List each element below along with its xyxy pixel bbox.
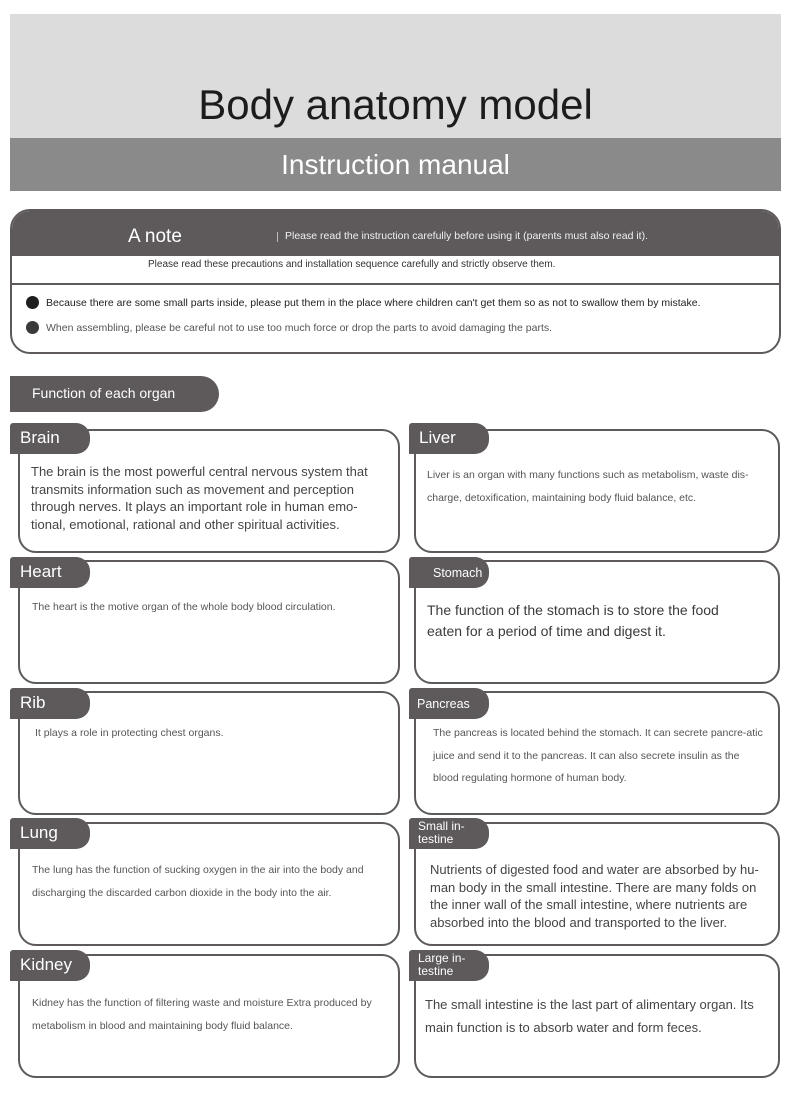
note-precautions: Please read these precautions and installation sequence carefully and strictly observe them. xyxy=(148,259,556,270)
organ-name: Large in-testine xyxy=(418,951,466,978)
organ-tab-large-intestine xyxy=(409,950,489,981)
organ-tab-pancreas xyxy=(409,688,489,719)
organ-description: The brain is the most powerful central nervous system that transmits information such as movement and perception through nerves. It plays an important role in human emo-tional, emotional, rational and other spiritual activities. xyxy=(31,464,368,532)
subtitle-banner xyxy=(10,138,781,191)
organ-name: Pancreas xyxy=(417,697,470,711)
note-header xyxy=(12,211,779,256)
title-banner xyxy=(10,14,781,138)
organ-description: Liver is an organ with many functions such as metabolism, waste dis-charge, detoxification, maintaining body fluid balance, etc. xyxy=(427,469,749,504)
organ-name: Liver xyxy=(419,428,456,447)
organ-tab-rib xyxy=(10,688,90,719)
organ-name: Lung xyxy=(20,823,58,842)
note-box xyxy=(10,209,781,354)
bullet-dot-icon xyxy=(26,321,39,334)
note-divider xyxy=(277,232,278,242)
organ-tab-kidney xyxy=(10,950,90,981)
organ-description: The small intestine is the last part of alimentary organ. Its main function is to absorb water and form feces. xyxy=(425,997,754,1035)
organ-tab-heart xyxy=(10,557,90,588)
organ-description: Kidney has the function of filtering waste and moisture Extra produced by metabolism in blood and maintaining body fluid balance. xyxy=(32,997,372,1032)
organ-name: Heart xyxy=(20,562,62,581)
organ-description: The heart is the motive organ of the whole body blood circulation. xyxy=(32,601,336,613)
organ-tab-small-intestine xyxy=(409,818,489,849)
organ-description: The pancreas is located behind the stomach. It can secrete pancre-atic juice and send it to the pancreas. It can also secrete insulin as the blood regulating hormone of human body. xyxy=(433,727,763,784)
note-bullet-text: Because there are some small parts inside, please put them in the place where children can't get them so as not to swallow them by mistake. xyxy=(46,297,701,309)
note-title: A note xyxy=(128,226,182,247)
organ-tab-brain xyxy=(10,423,90,454)
organ-description: The lung has the function of sucking oxygen in the air into the body and discharging the discarded carbon dioxide in the body into the air. xyxy=(32,864,364,899)
organ-tab-stomach xyxy=(409,557,489,588)
note-separator xyxy=(12,283,779,285)
organ-name: Rib xyxy=(20,693,46,712)
organ-description: The function of the stomach is to store the food eaten for a period of time and digest it. xyxy=(427,602,719,639)
organ-name: Kidney xyxy=(20,955,72,974)
bullet-dot-icon xyxy=(26,296,39,309)
organ-description: It plays a role in protecting chest organs. xyxy=(35,727,224,739)
page-subtitle: Instruction manual xyxy=(281,149,510,180)
note-read-notice: Please read the instruction carefully before using it (parents must also read it). xyxy=(285,230,649,242)
note-bullet-text: When assembling, please be careful not to use too much force or drop the parts to avoid damaging the parts. xyxy=(46,322,553,334)
organ-name: Brain xyxy=(20,428,60,447)
organ-name: Small in-testine xyxy=(418,819,465,846)
page-title: Body anatomy model xyxy=(198,81,593,128)
organ-name: Stomach xyxy=(433,566,483,580)
section-title: Function of each organ xyxy=(32,385,176,401)
organ-tab-lung xyxy=(10,818,90,849)
section-tab xyxy=(10,376,219,412)
organ-description: Nutrients of digested food and water are absorbed by hu-man body in the small intestine. There are many folds on the inner wall of the small intestine, where nutrients are absorbed into the blood and transported to the liver. xyxy=(430,862,759,930)
organ-tab-liver xyxy=(409,423,489,454)
